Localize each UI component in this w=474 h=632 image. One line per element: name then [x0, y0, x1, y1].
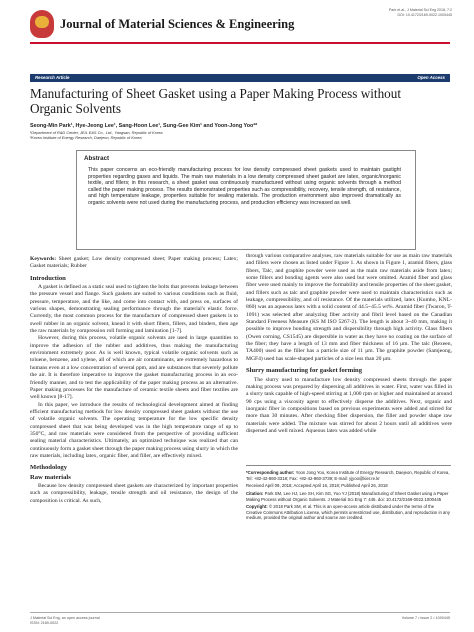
- open-access-label: Open Access: [417, 75, 445, 80]
- keywords-label: Keywords:: [30, 256, 57, 262]
- research-article-label: Research Article: [35, 75, 70, 80]
- footer-divider: [30, 612, 450, 613]
- copyright-text: © 2018 Park SM, et al. This is an open-access article distributed under the terms of the Creative Commons Attribution License, which permits unrestricted use, distribution, and reproduction in any medium, provided the original author and source are credited.: [246, 504, 450, 521]
- corresponding-label: *Corresponding author:: [246, 470, 295, 475]
- citation-label: Citation:: [246, 491, 264, 497]
- affiliation-1: ¹Department of R&D Center, JEIL E&S Co., Ltd., Yangsan, Republic of Korea: [30, 130, 163, 135]
- footer-volume: Volume 7 • Issue 2 • 1000445: [401, 616, 450, 620]
- citation-text: Park SM, Lee HJ, Lee SH, Kim SG, Yoo YJ (2018) Manufacturing of Sheet Gasket using a Paper Making Process without Organic Solvents. J Material Sci Eng 7: 445. doi: 10.4172/2169-0022.1000445: [246, 491, 449, 502]
- methodology-heading: Methodology: [30, 464, 67, 472]
- article-notes: [246, 470, 451, 523]
- intro-paragraph: A gasket is defined as a static seal used to tighten the bolts that prevents leakage between the pressure vessel and flange. Such gaskets are suited to various conditions such as fluid, pressure, temperature, and the like, and come into contact with, and press on, surfaces of various shapes, demonstrating sealing performance through the material's elastic force. Currently, the most common process for the manufacture of compressed sheet gaskets is to swell rubber in an organic solvent, knead it with short fibers, fillers, and binders, then age the raw materials by compression roll forming and lamination [1-7].: [30, 284, 238, 335]
- intro-paragraph: In this paper, we introduce the results of technological development aimed at finding efficient manufacturing methods for low density compressed sheet gaskets without the use of volatile organic solvents. The operating temperature for the low specific density compressed sheet that was being developed was in the high temperature range of up to 350°C, and raw materials were considered from the perspective of providing sufficient sealing material characteristics. Ultimately, an optimized technique was realized that can continuously form a gasket sheet through the paper making process using slurry in which the raw materials, including latex, organic fiber, and filler, are effectively mixed.: [30, 401, 238, 459]
- corresponding-author: [246, 470, 451, 481]
- raw-materials-paragraph: Because low density compressed sheet gaskets are characterized by important properties such as compressibility, leakage, tensile strength and oil resistance, the design of the composition is critical. As such,: [30, 482, 238, 504]
- slurry-heading: Slurry manufacturing for gasket forming: [246, 367, 362, 375]
- keywords-text: Sheet gasket; Low density compressed sheet; Paper making process; Latex; Gasket materials; Rubber: [30, 256, 238, 270]
- article-title: Manufacturing of Sheet Gasket using a Paper Making Process without Organic Solvents: [30, 86, 402, 116]
- article-type-band: [30, 74, 450, 82]
- copyright-label: Copyright:: [246, 504, 268, 510]
- keywords: [30, 256, 238, 271]
- citation-header: [389, 8, 452, 18]
- affiliations: [30, 130, 163, 141]
- doi-line[interactable]: DOI: 10.4172/2169-0022.1000445: [397, 13, 452, 17]
- abstract-heading: Abstract: [84, 155, 110, 162]
- header-divider: [30, 42, 450, 44]
- copyright-note: [246, 504, 451, 521]
- affiliation-2: ²Korea Institute of Energy Research, Daejeon, Republic of Korea: [30, 135, 142, 141]
- slurry-paragraph: The slurry used to manufacture low density compressed sheets through the paper making process was prepared by dispersing all additives in water. First, water was filled in a slurry tank capable of high-speed stirring at 1,000 rpm or higher and maintained at around 90 cps using a viscosity agent to effectively disperse the additives. Next, organic and inorganic fiber in compositions based on previous experiments were added and stirred for more than 30 minutes. After checking fiber dispersion, the filler and powder shape raw materials were added. The mixture was stirred for about 2 hours until all additives were dispersed and well mixed. Aqueous latex was added while: [246, 376, 452, 434]
- footer-issn: ISSN: 2169-0022: [30, 621, 59, 626]
- corresponding-text[interactable]: Yoon Jong Yoo, Korea Institute of Energy Research, Daejeon, Republic of Korea, Tel: +82-42-860-3318; Fax: +82-42-860-3739; E-mail: yjyoo@kier.re.kr: [246, 470, 450, 481]
- introduction-heading: Introduction: [30, 274, 66, 282]
- abstract-text: This paper concerns an eco-friendly manufacturing process for low density compressed sheet gaskets used to maintain gastight properties regarding gases and liquids. The main raw materials in a low density compressed sheet gasket are latex, organic/inorganic textile, and fillers; in this research, a sheet gasket was continuously manufactured without using organic solvents through a method called the paper making process. The results demonstrated properties such as compressibility, recovery, tensile strength, oil resistance, and high temperature leakage, properties suitable for sealing materials. The production environment also improved dramatically as organic solvents were not used during the manufacturing process, and production efficiency was increased as well.: [88, 167, 401, 206]
- journal-logo: [30, 10, 54, 38]
- footer-left: [30, 616, 100, 626]
- intro-paragraph: However, during this process, volatile organic solvents are used in large quantities to improve the adhesion of the rubber and additives, thus making the manufacturing environment extremely poor. As is well known, typical volatile organic solvents such as toluene, benzene, and xylene, all of which are air contaminants, are extremely hazardous to humans even at a low concentration of several ppm, and are substances that severely pollute the air. It is therefore imperative to improve the gasket manufacturing process in an eco-friendly manner, and to test the applicability of the paper making process as an alternative. Paper making processes for the manufacture of ceramic textile sheets and fiber textiles are well known [8-17].: [30, 335, 238, 401]
- notes-divider: [246, 465, 451, 466]
- left-column: [30, 256, 238, 505]
- author-list: Seong-Min Park¹, Hye-Jeong Lee¹, Sang-Hoon Lee¹, Sung-Gee Kim¹ and Yoon-Jong Yoo²*: [30, 123, 258, 129]
- raw-materials-paragraph: through various comparative analyses, raw materials suitable for use as main raw materials and fillers were chosen as listed under Figure 1. As shown in Figure 1, aramid fibers, glass fibers, Talc, and graphite powder were used as the main raw materials aside from latex; some fillers and bonding agents were also used but were omitted. Aramid fiber and glass fiber were used mainly to improve the formability and tensile properties of the sheet gasket, and fillers such as talc and graphite powder were used to maintain characteristics such as leakage, compressibility, and oil resistance. Of the materials utilized, latex (Kumho, KNL-860) was an aqueous latex with a solid content of 44.5~45.5 wt%. Aramid fiber (Twaron, T-1091) was selected after analyzing fiber activity and fibril level based on the Canadian Standard Freeness Measure (KS M ISO 5267-2). The length is about 3~40 mm, making it possible to improve bonding strength and dispersibility through high activity. Glass fibers (Owen corning, CS1545) are dispersible in water as they have no coating on the surface of the fiber; they have a length of 13 mm and fiber thickness of 16 μm. The talc (Rexeen, TA400) used as the filler has a particle size of 11 μm. The graphite powder (Samjeong, MGF4) used has scale-shaped particles of a size less than 20 μm.: [246, 253, 452, 362]
- citation-note: [246, 491, 451, 502]
- article-dates: Received April 09, 2018; Accepted April 16, 2018; Published April 26, 2018: [246, 483, 388, 489]
- abstract-box: [76, 150, 416, 250]
- footer-journal: J Material Sci Eng, an open access journal: [30, 616, 100, 620]
- raw-materials-heading: Raw materials: [30, 473, 71, 481]
- journal-title: Journal of Material Sciences & Engineering: [60, 17, 295, 31]
- citation-line: Park et al., J Material Sci Eng 2018, 7:2: [388, 8, 452, 12]
- right-column: [246, 253, 452, 435]
